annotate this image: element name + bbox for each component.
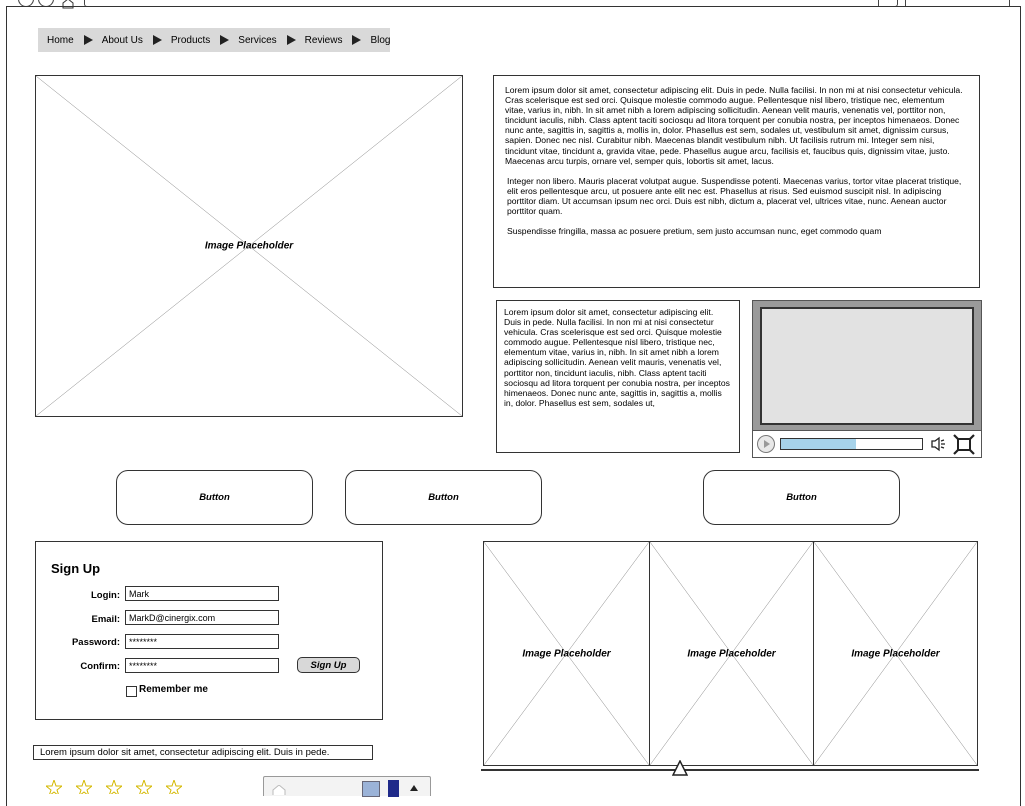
text-block-main bbox=[493, 75, 980, 288]
video-screen[interactable] bbox=[760, 307, 974, 425]
button-1[interactable]: Button bbox=[116, 470, 313, 525]
confirm-label: Confirm: bbox=[80, 661, 120, 672]
signup-button[interactable]: Sign Up bbox=[297, 657, 360, 673]
paragraph: Lorem ipsum dolor sit amet, consectetur adipiscing elit. Duis in pede. Nulla facilisi. In non mi at nisi consectetur vehicula. Cras scelerisque est sed orci. Quisque molestie commodo augue. Pellentesque nisl libero, tristique nec, elementum vitae, varius in, nibh. In sit amet nibh a lorem adipiscing sollicitudin. Aenean velit mauris, venenatis vel, porttitor non, tincidunt iaculis, nibh. Class aptent taciti sociosqu ad litora torquent per conubia nostra, per inceptos himenaeos. Donec nunc ante, sagittis in, sagittis a, mollis in, dolor. Phasellus est sem, sodales ut, bbox=[504, 307, 730, 408]
rating-star-icon[interactable] bbox=[46, 780, 62, 794]
info-icon[interactable] bbox=[362, 781, 380, 797]
chevron-up-icon[interactable] bbox=[410, 785, 418, 791]
email-label: Email: bbox=[91, 614, 120, 625]
home-icon[interactable] bbox=[272, 782, 286, 792]
image-placeholder-label: Image Placeholder bbox=[687, 648, 776, 659]
rating-star-icon[interactable] bbox=[106, 780, 122, 794]
login-field[interactable] bbox=[125, 586, 279, 601]
remember-me-checkbox[interactable] bbox=[126, 686, 137, 697]
footer-text-box: Lorem ipsum dolor sit amet, consectetur adipiscing elit. Duis in pede. bbox=[33, 745, 373, 760]
volume-icon[interactable] bbox=[930, 435, 948, 453]
gallery-image-1[interactable] bbox=[483, 541, 650, 766]
paragraph: Suspendisse fringilla, massa ac posuere pretium, sem justo accumsan nunc, eget commodo quam bbox=[507, 226, 882, 237]
image-placeholder-label: Image Placeholder bbox=[522, 648, 611, 659]
breadcrumb-services[interactable]: Services bbox=[238, 34, 277, 46]
signup-form bbox=[35, 541, 383, 720]
image-gallery bbox=[483, 541, 978, 766]
login-label: Login: bbox=[90, 590, 120, 601]
rating-star-icon[interactable] bbox=[136, 780, 152, 794]
rating-star-icon[interactable] bbox=[166, 780, 182, 794]
button-3[interactable]: Button bbox=[703, 470, 900, 525]
password-label: Password: bbox=[71, 637, 120, 648]
video-controls bbox=[753, 430, 981, 457]
breadcrumb-home[interactable]: Home bbox=[47, 34, 74, 46]
main-image-placeholder bbox=[35, 75, 463, 417]
signup-title: Sign Up bbox=[51, 561, 101, 576]
paragraph: Integer non libero. Mauris placerat volutpat augue. Suspendisse potenti. Maecenas varius, tortor vitae placerat tristique, elit eros pellentesque arcu, ut posuere ante elit nec est. Phasellus at risus. Sed euismod suscipit nisl. In adipiscing porttitor diam. Ut accumsan ipsum nec orci. Duis est nibh, dictum a, placerat vel, ultrices vitae, nunc. Aenean auctor porttitor quam. bbox=[507, 175, 962, 217]
video-progress-fill bbox=[781, 439, 856, 449]
password-field[interactable] bbox=[125, 634, 279, 649]
breadcrumb-reviews[interactable]: Reviews bbox=[304, 34, 343, 46]
breadcrumb-separator-icon bbox=[84, 35, 93, 45]
image-placeholder-label: Image Placeholder bbox=[851, 648, 940, 659]
breadcrumb bbox=[38, 28, 390, 52]
gallery-image-3[interactable] bbox=[813, 541, 978, 766]
breadcrumb-separator-icon bbox=[287, 35, 296, 45]
email-field[interactable] bbox=[125, 610, 279, 625]
video-progress-bar[interactable] bbox=[780, 438, 923, 450]
gallery-image-2[interactable] bbox=[649, 541, 814, 766]
video-player[interactable] bbox=[752, 300, 982, 458]
play-icon[interactable] bbox=[757, 435, 775, 453]
gallery-scroll-thumb-icon[interactable] bbox=[672, 760, 688, 776]
breadcrumb-separator-icon bbox=[153, 35, 162, 45]
paragraph: Lorem ipsum dolor sit amet, consectetur adipiscing elit. Duis in pede. Nulla facilisi. In non mi at nisi consectetur vehicula. Cras scelerisque est sed orci. Quisque molestie commodo augue. Pellentesque nisl libero, tristique nec, elementum vitae, varius in, nibh. In sit amet nibh a lorem adipiscing sollicitudin. Aenean velit mauris, venenatis vel, porttitor non, tincidunt iaculis, nibh. Class aptent taciti sociosqu ad litora torquent per conubia nostra, per inceptos himenaeos. Donec nunc ante, sagittis in, sagittis a, mollis in, dolor. Phasellus est sem, sodales ut, vestibulum sit amet, dignissim cursus, sapien. Donec nec nisl. Curabitur nibh. Maecenas blandit vestibulum nibh. Ut facilisis rutrum mi. Integer sem nisi, tincidunt vitae, tincidunt a, gravida vitae, pede. Phasellus augue arcu, facilisis et, faucibus quis, dignissim vitae, justo. Maecenas arcu turpis, ornare vel, semper quis, lobortis sit amet, lacus. bbox=[505, 85, 963, 166]
button-2[interactable]: Button bbox=[345, 470, 542, 525]
gallery-scrollbar[interactable] bbox=[481, 769, 979, 771]
image-placeholder-label: Image Placeholder bbox=[204, 240, 294, 252]
remember-me-label: Remember me bbox=[139, 684, 208, 695]
bookmark-icon[interactable] bbox=[388, 780, 399, 797]
breadcrumb-blog[interactable]: Blog bbox=[370, 34, 391, 46]
editor-toolbar-widget bbox=[263, 776, 431, 796]
confirm-password-field[interactable] bbox=[125, 658, 279, 673]
breadcrumb-separator-icon bbox=[220, 35, 229, 45]
text-block-side bbox=[496, 300, 740, 453]
rating-star-icon[interactable] bbox=[76, 780, 92, 794]
breadcrumb-products[interactable]: Products bbox=[170, 34, 211, 46]
breadcrumb-separator-icon bbox=[352, 35, 361, 45]
fullscreen-icon[interactable] bbox=[953, 434, 975, 455]
breadcrumb-about-us[interactable]: About Us bbox=[101, 34, 143, 46]
